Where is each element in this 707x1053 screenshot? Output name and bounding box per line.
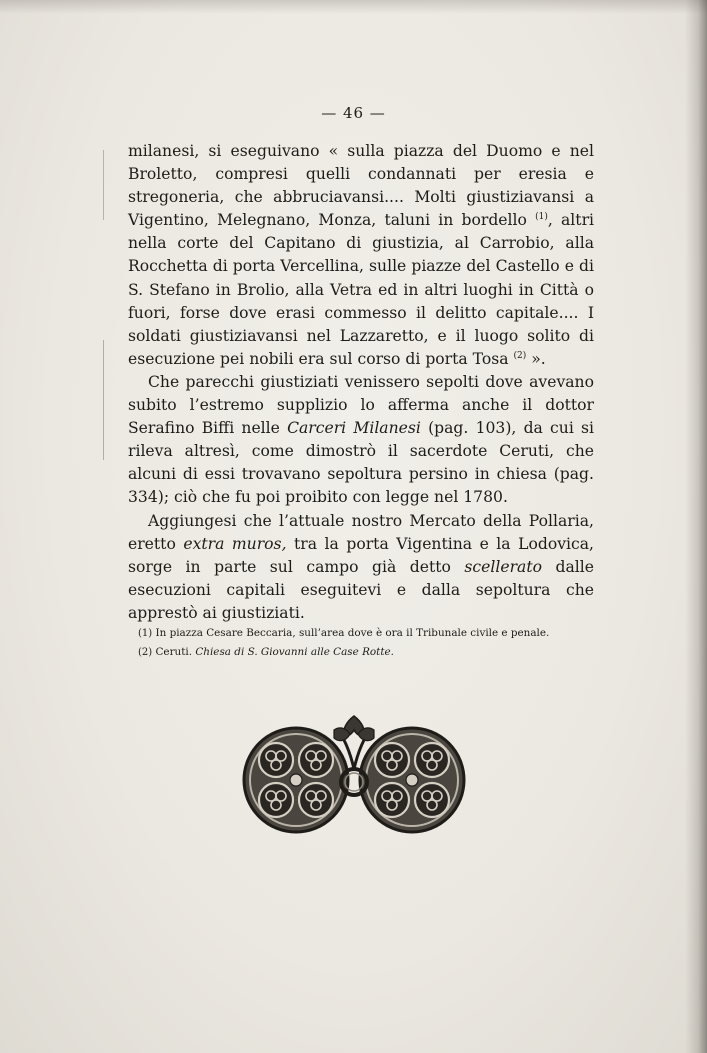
paragraph [128, 371, 594, 510]
trefoil-roundels-ornament-icon [234, 712, 474, 836]
text-run: Che parecchi giustiziati venissero sepolti dove avevano subito l’estremo supplizio lo afferma anche il dottor Serafino Biffi nelle [128, 372, 594, 438]
page-gutter-shadow [685, 0, 707, 1053]
italic-text: Chiesa di S. Giovanni alle Case Rotte. [195, 646, 394, 658]
page-number: — 46 — [321, 104, 386, 122]
page-top-shadow [0, 0, 707, 14]
italic-text: extra muros, [183, 534, 287, 553]
footnotes [138, 624, 608, 662]
footnote [138, 643, 608, 662]
text-run: (pag. 103), da cui si rileva altresì, come dimostrò il sacerdote Ceruti, che alcuni di essi trovavano sepoltura persino in chiesa (pag. 334); ciò che fu poi proibito con legge nel 1780. [128, 419, 594, 507]
footnote-mark: (2) [138, 647, 153, 658]
main-text [128, 140, 594, 625]
footnote-reference: (2) [513, 350, 527, 361]
margin-pencil-mark [103, 150, 104, 220]
paragraph [128, 510, 594, 625]
footnote-mark: (1) [138, 628, 153, 639]
text-run: ». [526, 349, 546, 368]
text-run: Ceruti. [152, 646, 196, 658]
text-run: In piazza Cesare Beccaria, sull’area dove è ora il Tribunale civile e penale. [152, 627, 550, 639]
margin-pencil-mark [103, 340, 104, 460]
text-run: tra la porta Vigentina e la Lodovica, sorge in parte sul campo già detto [128, 534, 594, 576]
text-run: dalle esecuzioni capitali eseguitevi e dalla sepoltura che apprestò ai giustiziati. [128, 557, 594, 622]
footnote [138, 624, 608, 643]
footnote-reference: (1) [535, 212, 548, 223]
italic-text: scellerato [464, 557, 542, 576]
text-run: milanesi, si eseguivano « sulla piazza del Duomo e nel Broletto, compresi quelli condannati per eresia e stregoneria, che abbruciavansi.... Molti giustiziavansi a Vigentino, Melegnano, Monza, taluni in bordello [128, 142, 594, 230]
text-run: Aggiungesi che l’attuale nostro Mercato della Pollaria, eretto [128, 511, 594, 553]
italic-text: Carceri Milanesi [287, 419, 421, 438]
text-run: , altri nella corte del Capitano di giustizia, al Carrobio, alla Rocchetta di porta Vercellina, sulle piazze del Castello e di S. Stefano in Brolio, alla Vetra ed in altri luoghi in Città o fuori, forse dove erasi commesso il delitto capitale.... I soldati giustiziavansi nel Lazzaretto, e il luogo solito di esecuzione pei nobili era sul corso di porta Tosa [128, 211, 595, 368]
paragraph [128, 140, 594, 371]
